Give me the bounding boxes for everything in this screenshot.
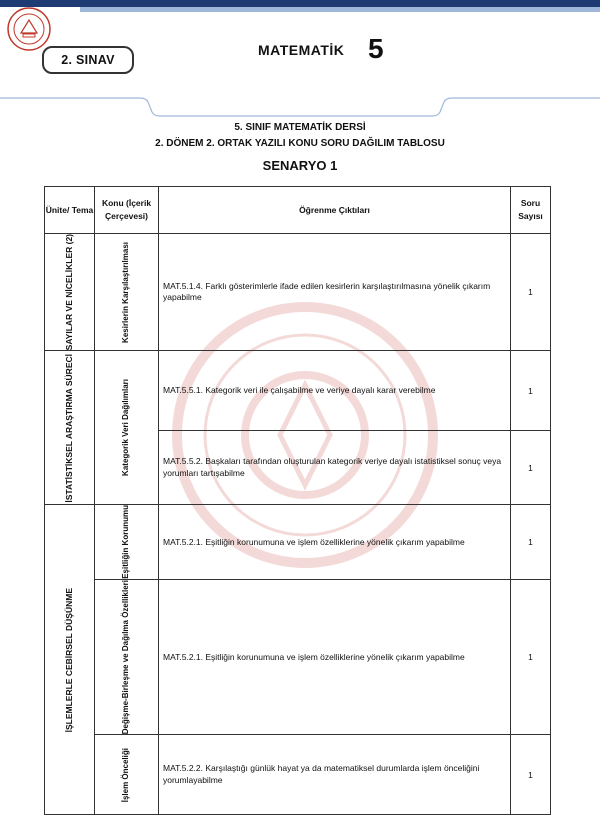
count-cell: 1 <box>511 735 551 815</box>
count-cell: 1 <box>511 351 551 431</box>
header-unit: Ünite/ Tema <box>45 187 95 234</box>
top-accent-bar-light <box>80 7 600 12</box>
topic-cell <box>95 735 159 815</box>
topic-label: Kategorik Veri Dağılımları <box>121 379 131 477</box>
header-count: Soru Sayısı <box>511 187 551 234</box>
outcome-cell: MAT.5.5.2. Başkaları tarafından oluşturulan kategorik veriye dayalı istatistiksel sonuç veya yorumları tartışabilme <box>159 431 511 505</box>
topic-cell <box>95 580 159 735</box>
exam-label: 2. SINAV <box>42 46 134 74</box>
outcome-cell: MAT.5.5.1. Kategorik veri ile çalışabilme ve veriye dayalı karar verebilme <box>159 351 511 431</box>
outcome-cell: MAT.5.1.4. Farklı gösterimlerle ifade edilen kesirlerin karşılaştırılmasına yönelik çıkarım yapabilme <box>159 234 511 351</box>
top-accent-bar <box>0 0 600 7</box>
topic-label: İşlem Önceliği <box>121 747 131 803</box>
grade-number: 5 <box>368 33 384 64</box>
ministry-emblem-icon <box>6 6 52 52</box>
unit-cell <box>45 351 95 505</box>
topic-label: Değişme-Birleşme ve Dağılma Özellikleri <box>121 580 131 735</box>
document-title: 5. SINIF MATEMATİK DERSİ <box>234 122 366 133</box>
count-cell: 1 <box>511 431 551 505</box>
table-row <box>45 234 551 351</box>
table-header-row <box>45 187 551 234</box>
header-topic: Konu (İçerik Çerçevesi) <box>95 187 159 234</box>
topic-label: Eşitliğin Korunumu <box>121 505 131 580</box>
unit-cell <box>45 234 95 351</box>
topic-cell <box>95 234 159 351</box>
scenario-title: SENARYO 1 <box>262 158 338 173</box>
document-subtitle: 2. DÖNEM 2. ORTAK YAZILI KONU SORU DAĞILIM TABLOSU <box>155 138 445 149</box>
table-row <box>45 505 551 580</box>
table-row <box>45 735 551 815</box>
table-row <box>45 351 551 431</box>
count-cell: 1 <box>511 234 551 351</box>
topic-distribution-table <box>44 186 551 815</box>
topic-label: Kesirlerin Karşılaştırılması <box>121 241 131 343</box>
header-outcome: Öğrenme Çıktıları <box>159 187 511 234</box>
topic-cell <box>95 351 159 505</box>
outcome-cell: MAT.5.2.1. Eşitliğin korunumuna ve işlem özelliklerine yönelik çıkarım yapabilme <box>159 580 511 735</box>
outcome-cell: MAT.5.2.1. Eşitliğin korunumuna ve işlem özelliklerine yönelik çıkarım yapabilme <box>159 505 511 580</box>
subject-title: MATEMATİK <box>258 42 345 58</box>
unit-label: SAYILAR VE NİCELİKLER (2) <box>63 234 74 351</box>
unit-label: İŞLEMLERLE CEBİRSEL DÜŞÜNME <box>63 587 74 733</box>
topic-cell <box>95 505 159 580</box>
count-cell: 1 <box>511 580 551 735</box>
unit-label: İSTATİSTİKSEL ARAŞTIRMA SÜRECİ <box>63 353 74 503</box>
table-row <box>45 580 551 735</box>
outcome-cell: MAT.5.2.2. Karşılaştığı günlük hayat ya da matematiksel durumlarda işlem önceliğini yorumlayabilme <box>159 735 511 815</box>
count-cell: 1 <box>511 505 551 580</box>
unit-cell <box>45 505 95 815</box>
